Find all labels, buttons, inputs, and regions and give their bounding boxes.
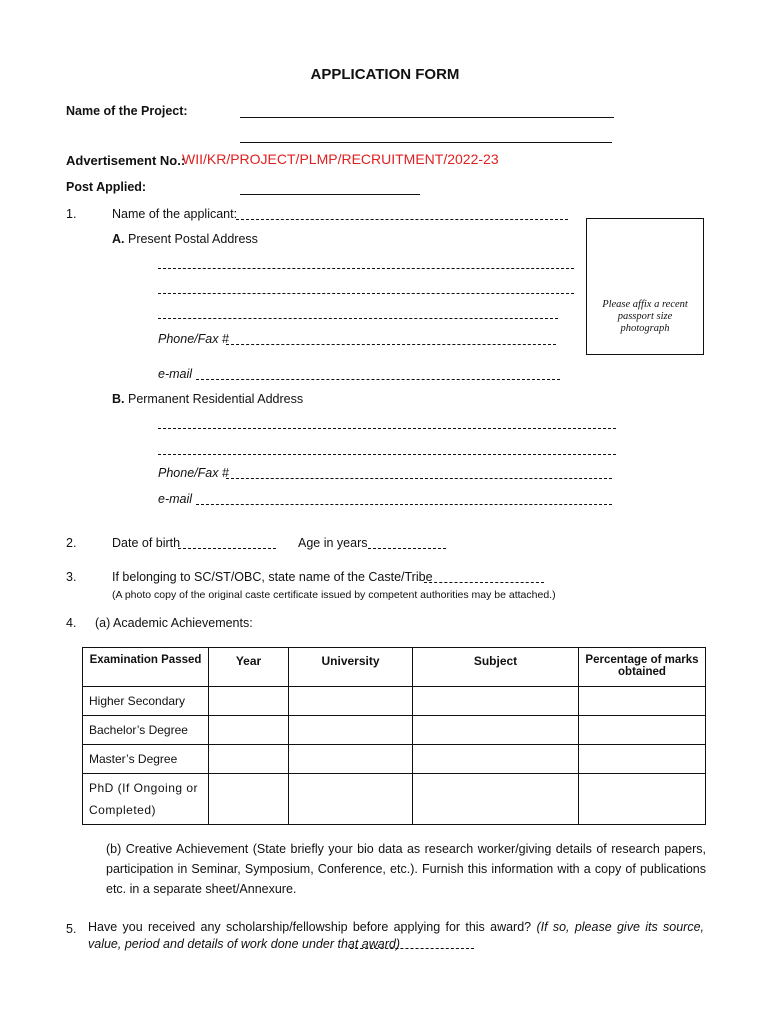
academic-table: [82, 647, 706, 825]
caste-note: (A photo copy of the original caste certificate issued by competent authorities may be attached.): [112, 589, 556, 601]
age-label: Age in years: [298, 536, 368, 550]
present-address-heading: [112, 232, 258, 246]
item-4-number: 4.: [66, 616, 77, 630]
percentage-cell[interactable]: [579, 745, 706, 774]
item-2-number: 2.: [66, 536, 77, 550]
scholarship-text: Have you received any scholarship/fellowship before applying for this award?: [88, 920, 532, 934]
scholarship-italic: (If so, please give its source, value, period and details of work done under that award): [88, 920, 705, 951]
project-line-2[interactable]: [240, 142, 612, 143]
creative-achievement: [106, 839, 706, 899]
year-cell[interactable]: [209, 745, 289, 774]
col-subject: Subject: [413, 648, 579, 687]
permanent-email-label: e-mail: [158, 492, 193, 506]
present-address-line-2[interactable]: [158, 293, 574, 294]
item-5-number: 5.: [66, 922, 77, 936]
present-address-line-1[interactable]: [158, 268, 574, 269]
table-row: [83, 716, 706, 745]
row-label: Bachelor’s Degree: [83, 716, 209, 745]
col-year: Year: [209, 648, 289, 687]
permanent-phone-label: Phone/Fax #: [158, 466, 229, 480]
table-header-row: [83, 648, 706, 687]
permanent-address-letter: B.: [112, 392, 125, 406]
age-line[interactable]: [368, 548, 446, 549]
present-address-label: Present Postal Address: [127, 232, 258, 246]
permanent-address-line-2[interactable]: [158, 454, 616, 455]
percentage-cell[interactable]: [579, 687, 706, 716]
present-phone-line[interactable]: [226, 344, 556, 345]
university-cell[interactable]: [289, 716, 413, 745]
subject-cell[interactable]: [413, 774, 579, 825]
item-3-number: 3.: [66, 570, 77, 584]
photo-box[interactable]: [586, 218, 704, 355]
caste-line[interactable]: [424, 582, 544, 583]
applicant-name-label: Name of the applicant:: [112, 207, 238, 221]
university-cell[interactable]: [289, 687, 413, 716]
present-address-line-3[interactable]: [158, 318, 558, 319]
applicant-name-line[interactable]: [236, 219, 568, 220]
present-email-label: e-mail: [158, 367, 193, 381]
caste-label: If belonging to SC/ST/OBC, state name of the Caste/Tribe: [112, 570, 433, 584]
row-label: Master’s Degree: [83, 745, 209, 774]
post-line[interactable]: [240, 194, 420, 195]
university-cell[interactable]: [289, 745, 413, 774]
university-cell[interactable]: [289, 774, 413, 825]
dob-label: Date of birth: [112, 536, 181, 550]
subject-cell[interactable]: [413, 745, 579, 774]
permanent-phone-line[interactable]: [226, 478, 612, 479]
row-label: PhD (If Ongoing or Completed): [83, 774, 209, 825]
year-cell[interactable]: [209, 716, 289, 745]
item-1-number: 1.: [66, 207, 77, 221]
present-phone-label: Phone/Fax #: [158, 332, 229, 346]
table-row: [83, 745, 706, 774]
table-row: [83, 687, 706, 716]
col-university: University: [289, 648, 413, 687]
subject-cell[interactable]: [413, 687, 579, 716]
percentage-cell[interactable]: [579, 716, 706, 745]
permanent-email-line[interactable]: [196, 504, 612, 505]
photo-note: Please affix a recent passport size photograph: [602, 299, 688, 334]
table-row: [83, 774, 706, 825]
col-percentage: Percentage of marks obtained: [579, 648, 706, 687]
present-email-line[interactable]: [196, 379, 560, 380]
percentage-cell[interactable]: [579, 774, 706, 825]
post-label: Post Applied:: [66, 180, 147, 194]
col-examination: Examination Passed: [83, 648, 209, 687]
present-address-letter: A.: [112, 232, 125, 246]
academic-label: (a) Academic Achievements:: [95, 616, 253, 630]
subject-cell[interactable]: [413, 716, 579, 745]
advertisement-number: WII/KR/PROJECT/PLMP/RECRUITMENT/2022-23: [182, 151, 499, 167]
project-line-1[interactable]: [240, 117, 614, 118]
dob-line[interactable]: [178, 548, 276, 549]
form-title: APPLICATION FORM: [310, 66, 460, 83]
creative-achievement-text: (b) Creative Achievement (State briefly your bio data as research worker/giving details of research papers, participation in Seminar, Symposium, Conference, etc.). Furnish this information with a copy of publications etc. in a separate sheet/Annexure.: [106, 842, 706, 896]
scholarship-line[interactable]: [350, 948, 474, 949]
year-cell[interactable]: [209, 687, 289, 716]
row-label: Higher Secondary: [83, 687, 209, 716]
permanent-address-line-1[interactable]: [158, 428, 616, 429]
year-cell[interactable]: [209, 774, 289, 825]
project-label: Name of the Project:: [66, 104, 188, 118]
permanent-address-heading: [112, 392, 303, 406]
advertisement-label: Advertisement No.:: [66, 153, 186, 168]
permanent-address-label: Permanent Residential Address: [127, 392, 304, 406]
